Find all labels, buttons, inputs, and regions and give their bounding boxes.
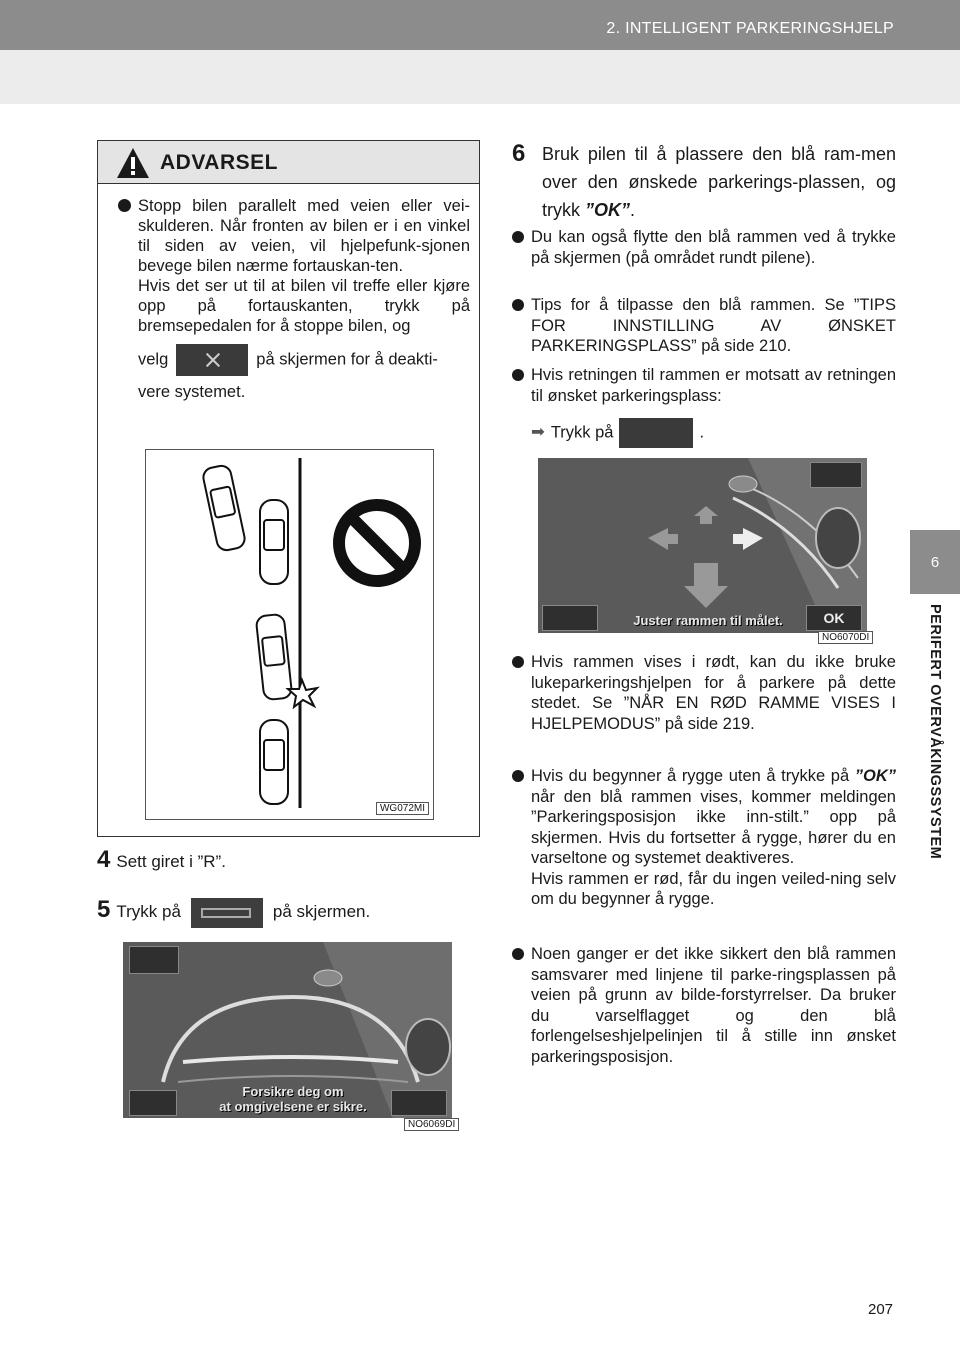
step-4-number: 4 [97,846,111,873]
bullet-4 [512,652,896,734]
step-5 [97,896,370,928]
direction-switch-button-icon [619,418,693,448]
screen-1-message-line-1: Forsikre deg om [242,1084,344,1099]
bullet-icon [512,656,524,668]
header-band [0,50,960,104]
bullet-2 [512,295,896,357]
step-5-number: 5 [97,896,111,923]
arrow-text-a: Trykk på [550,423,614,442]
warning-text-4: vere systemet. [138,383,246,401]
step-4 [97,846,226,874]
chapter-number-tab: 6 [910,530,960,594]
step-6-ok: ”OK” [585,200,631,220]
camera-screen-2 [538,458,867,633]
screen-bottom-right-button[interactable] [391,1090,447,1116]
screen-1-message-line-2: at omgivelsene er sikre. [219,1099,367,1114]
arrow-text-b: . [699,423,705,442]
arrow-instruction [531,418,704,448]
warning-text-3 [118,344,470,376]
screen-1-code: NO6069DI [404,1118,459,1131]
warning-title: ADVARSEL [160,151,278,174]
chapter-label-tab [910,594,960,954]
bullet-icon [118,199,131,212]
cars-at-curb-diagram [146,450,435,821]
bullet-2-text: Tips for å tilpasse den blå rammen. Se ”TIPS FOR INNSTILLING AV ØNSKET PARKERINGSPLASS” på side 210. [531,296,896,355]
warning-text-3b: på skjermen for å deakti- [256,350,438,369]
bullet-5-text [512,766,896,869]
step-6-end: . [630,200,636,220]
bullet-5-text-c: Hvis rammen er rød, får du ingen veiled-ning selv om du begynner å rygge. [531,869,896,908]
bullet-1 [512,227,896,268]
step-4-text: Sett giret i ”R”. [116,852,226,871]
screen-2-code: NO6070DI [818,631,873,644]
bullet-icon [512,231,524,243]
bullet-3-text: Hvis retningen til rammen er motsatt av retningen til ønsket parkeringsplass: [531,366,896,405]
step-5-text-b: på skjermen. [272,902,371,921]
screen-bottom-left-button[interactable] [129,1090,177,1116]
close-button-icon [176,344,248,376]
screen-top-left-button[interactable] [129,946,179,974]
rear-view-button-icon [191,898,263,928]
bullet-6-text: Noen ganger er det ikke sikkert den blå rammen samsvarer med linjene til parke-ringsplassen på veien på grunn av bilde-forstyrrelser. Da bruker du varselflagget og den blå forlengelseshjelpelinjen til å stille inn ønsket parkeringsposisjon. [531,945,896,1066]
screen-2-message: Juster rammen til målet. [633,613,783,628]
warning-text-2: Hvis det ser ut til at bilen vil treffe eller kjøre opp på fortauskanten, trykk på bremsepedalen for å stoppe bilen, og [138,277,470,335]
parking-illustration [145,449,434,820]
arrow-right-icon: ➡ [531,423,545,442]
screen-1-message [203,1084,383,1114]
direction-switch-button[interactable] [542,605,598,631]
chapter-label: PERIFERT OVERVÅKINGSSYSTEM [927,604,943,860]
step-6-number: 6 [512,140,526,167]
bullet-3 [512,365,896,406]
bullet-5-text-a: Hvis du begynner å rygge uten å trykke på [531,767,850,785]
bullet-5-text-b: når den blå rammen vises, kommer meldingen ”Parkeringsposisjon ikke inn-stilt.” opp på skjermen. Hvis du fortsetter å rygge, hører du en varseltone og systemet deaktiveres. [531,787,896,867]
bullet-4-text: Hvis rammen vises i rødt, kan du ikke bruke lukeparkeringshjelpen for å parkere på dette stedet. Se ”NÅR EN RØD RAMME VISES I HJELPEMODUS” på side 219. [531,653,896,733]
figure-code: WG072MI [376,802,429,815]
warning-text-1: Stopp bilen parallelt med veien eller vei-skulderen. Når fronten av bilen er i en vinkel til siden av veien, vil hjelpefunk-sjonen bevege bilen nærme fortauskan-ten. [138,197,470,275]
warning-text-3a: velg [138,350,169,369]
header-bar [0,0,960,50]
warning-body [118,196,470,402]
bullet-icon [512,948,524,960]
bullet-6 [512,944,896,1067]
back-button[interactable] [810,462,862,488]
step-6-text-main: Bruk pilen til å plassere den blå ram-men over den ønskede parkerings-plassen, og trykk [542,144,896,220]
bullet-5 [512,766,896,910]
step-6 [512,140,896,224]
bullet-icon [512,770,524,782]
camera-screen-1 [123,942,452,1118]
step-5-text-a: Trykk på [116,902,181,921]
bullet-5-ok: ”OK” [854,767,896,785]
bullet-icon [512,369,524,381]
step-6-text [512,140,896,224]
section-title: 2. INTELLIGENT PARKERINGSHJELP [606,20,894,37]
warning-triangle-icon [116,147,150,179]
ok-button[interactable]: OK [806,605,862,631]
page-number: 207 [868,1301,894,1318]
warning-header [98,141,479,184]
bullet-icon [512,299,524,311]
bullet-1-text: Du kan også flytte den blå rammen ved å trykke på skjermen (på området rundt pilene). [531,228,896,267]
